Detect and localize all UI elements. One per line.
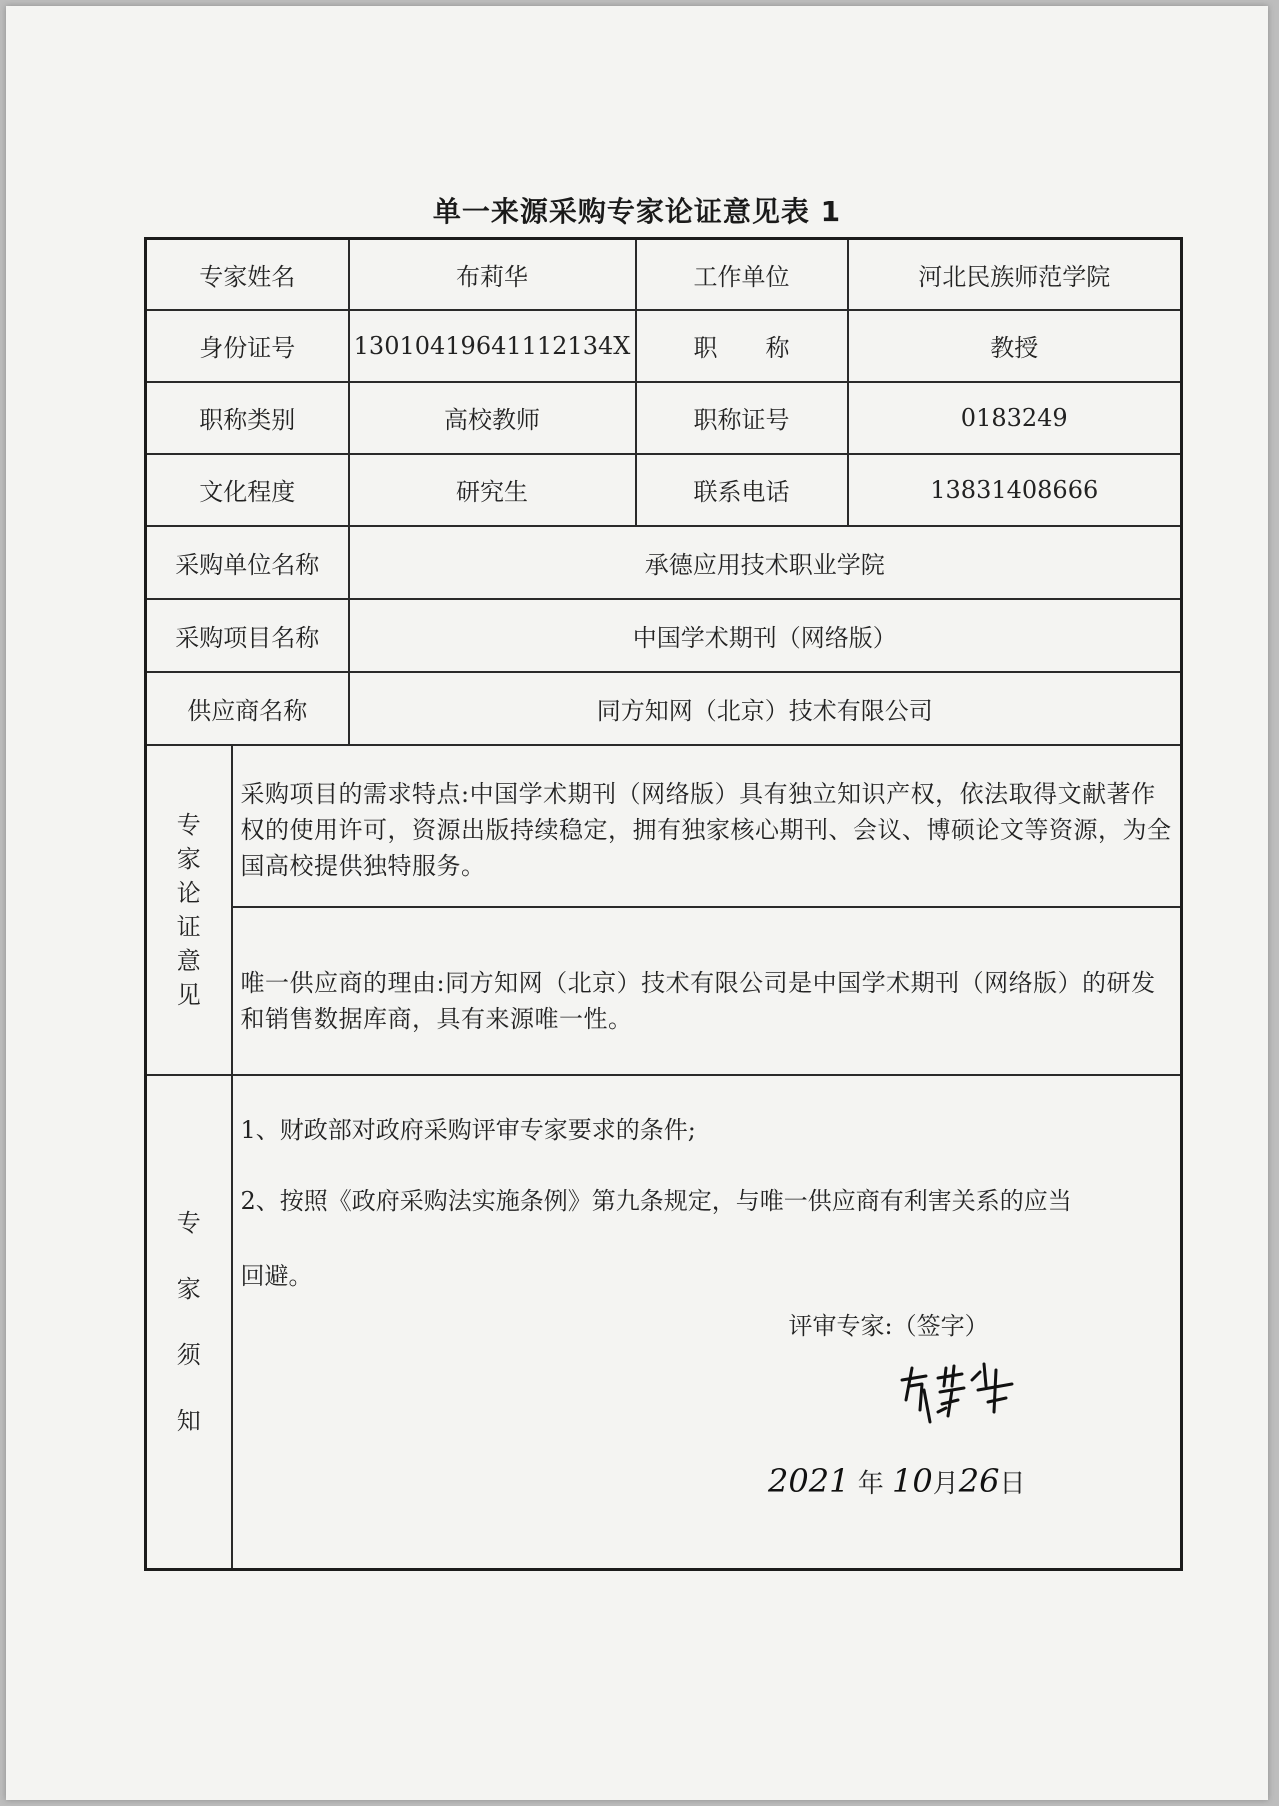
page-title: 单一来源采购专家论证意见表 1 bbox=[432, 195, 842, 228]
sole-supplier-reason-text: 唯一供应商的理由:同方知网（北京）技术有限公司是中国学术期刊（网络版）的研发和销售数据库商，具有来源唯一性。 bbox=[232, 907, 1182, 1075]
label-char: 须 bbox=[176, 1340, 201, 1369]
label-char: 论 bbox=[176, 878, 201, 907]
form-row bbox=[146, 382, 1182, 454]
label-char: 专 bbox=[176, 810, 201, 839]
signer-label: 评审专家:（签字） bbox=[788, 1311, 989, 1340]
date-year-suffix: 年 bbox=[857, 1469, 884, 1499]
expert-opinion-label bbox=[146, 745, 232, 1075]
expert-name-label: 专家姓名 bbox=[146, 239, 349, 310]
label-char: 专 bbox=[176, 1208, 201, 1237]
form-row bbox=[146, 310, 1182, 382]
work-unit-value: 河北民族师范学院 bbox=[848, 239, 1182, 310]
document-page bbox=[6, 6, 1268, 1800]
notice-item-1: 1、财政部对政府采购评审专家要求的条件; bbox=[240, 1115, 696, 1144]
work-unit-label: 工作单位 bbox=[636, 239, 848, 310]
label-char: 知 bbox=[176, 1406, 201, 1435]
date-day-suffix: 日 bbox=[999, 1469, 1026, 1499]
education-label: 文化程度 bbox=[146, 454, 349, 526]
sign-date bbox=[768, 1462, 1025, 1500]
project-label: 采购项目名称 bbox=[146, 599, 349, 672]
title-category-label: 职称类别 bbox=[146, 382, 349, 454]
handwritten-signature bbox=[892, 1350, 1022, 1430]
id-label: 身份证号 bbox=[146, 310, 349, 382]
notice-item-2-continued: 回避。 bbox=[240, 1261, 313, 1290]
form-row bbox=[146, 745, 1182, 907]
expert-opinion-form bbox=[144, 237, 1183, 1571]
education-value: 研究生 bbox=[349, 454, 636, 526]
title-cert-label: 职称证号 bbox=[636, 382, 848, 454]
id-value: 13010419641112134X bbox=[349, 310, 636, 382]
form-row bbox=[146, 907, 1182, 1075]
form-row bbox=[146, 454, 1182, 526]
supplier-value: 同方知网（北京）技术有限公司 bbox=[349, 672, 1182, 745]
professional-title-label: 职 称 bbox=[636, 310, 848, 382]
label-char: 意 bbox=[176, 946, 201, 975]
label-char: 家 bbox=[176, 1274, 201, 1303]
form-row bbox=[146, 599, 1182, 672]
date-month: 10 bbox=[891, 1462, 933, 1500]
purchaser-label: 采购单位名称 bbox=[146, 526, 349, 599]
purchaser-value: 承德应用技术职业学院 bbox=[349, 526, 1182, 599]
form-row bbox=[146, 1075, 1182, 1570]
supplier-label: 供应商名称 bbox=[146, 672, 349, 745]
notice-item-2: 2、按照《政府采购法实施条例》第九条规定，与唯一供应商有利害关系的应当 bbox=[240, 1186, 1072, 1215]
title-cert-value: 0183249 bbox=[848, 382, 1182, 454]
expert-name-value: 布莉华 bbox=[349, 239, 636, 310]
expert-notice-label bbox=[146, 1075, 232, 1570]
label-char: 证 bbox=[176, 912, 201, 941]
date-month-suffix: 月 bbox=[932, 1469, 959, 1499]
expert-notice-content bbox=[232, 1075, 1182, 1570]
professional-title-value: 教授 bbox=[848, 310, 1182, 382]
date-year: 2021 bbox=[768, 1462, 850, 1500]
title-category-value: 高校教师 bbox=[349, 382, 636, 454]
date-day: 26 bbox=[958, 1462, 1000, 1500]
phone-label: 联系电话 bbox=[636, 454, 848, 526]
form-row bbox=[146, 526, 1182, 599]
phone-value: 13831408666 bbox=[848, 454, 1182, 526]
form-row bbox=[146, 239, 1182, 310]
project-value: 中国学术期刊（网络版） bbox=[349, 599, 1182, 672]
label-char: 见 bbox=[176, 980, 201, 1009]
label-char: 家 bbox=[176, 844, 201, 873]
form-row bbox=[146, 672, 1182, 745]
demand-characteristics-text: 采购项目的需求特点:中国学术期刊（网络版）具有独立知识产权，依法取得文献著作权的使用许可，资源出版持续稳定，拥有独家核心期刊、会议、博硕论文等资源，为全国高校提供独特服务。 bbox=[232, 745, 1182, 907]
